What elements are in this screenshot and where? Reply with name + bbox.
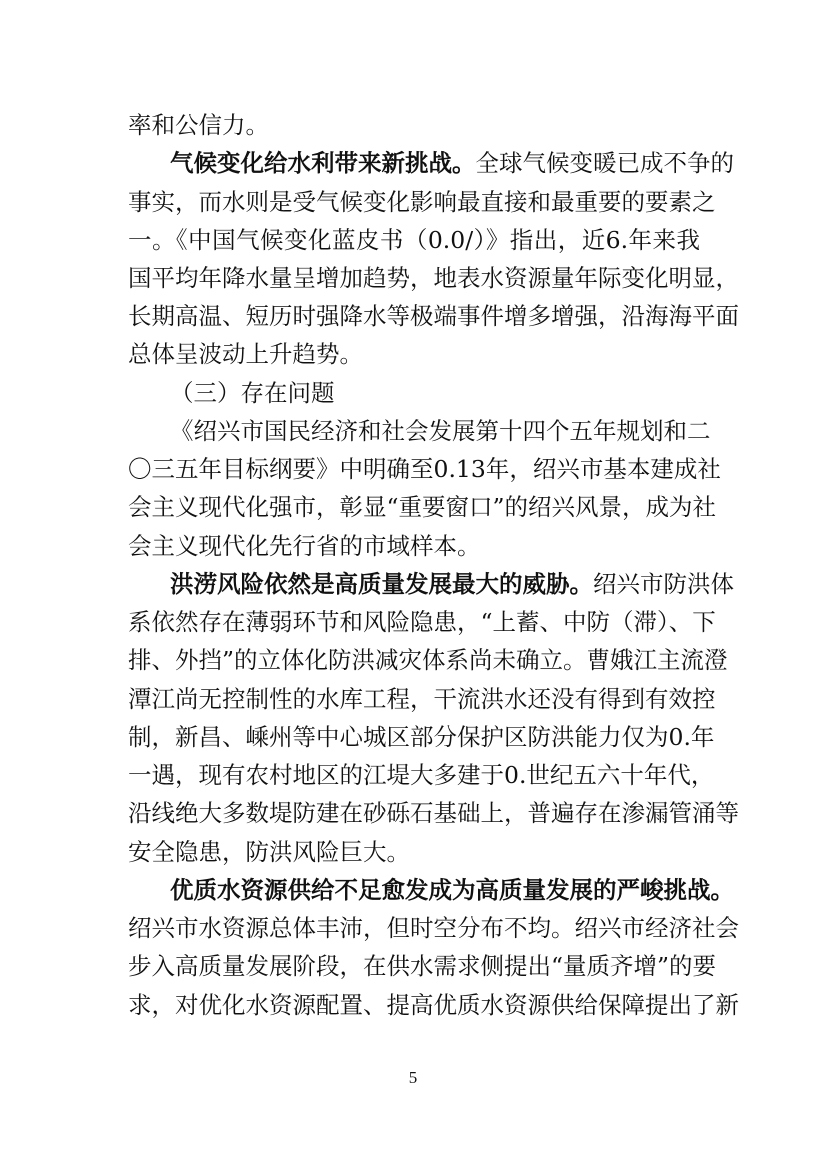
text-line-4: 一。《中国气候变化蓝皮书（0.0/）》指出，近6.年来我 — [128, 226, 700, 254]
text-line-24: 求，对优化水资源配置、提高优质水资源供给保障提出了新 — [128, 991, 739, 1019]
text-line-20: 安全隐患，防洪风险巨大。 — [128, 838, 410, 866]
text-line-5: 国平均年降水量呈增加趋势，地表水资源量年际变化明显， — [128, 264, 739, 292]
text-line-13: 洪涝风险依然是高质量发展最大的威胁。绍兴市防洪体 — [170, 570, 734, 598]
text-line-15: 排、外挡”的立体化防洪减灾体系尚未确立。曹娥江主流澄 — [128, 646, 728, 674]
text-line-9: 《绍兴市国民经济和社会发展第十四个五年规划和二 — [170, 417, 711, 445]
text-line-14: 系依然存在薄弱环节和风险隐患，“上蓄、中防（滞）、下 — [128, 608, 716, 636]
bold-heading-water-supply: 优质水资源供给不足愈发成为高质量发展的严峻挑战。 — [170, 876, 734, 904]
text-line-19: 沿线绝大多数堤防建在砂砾石基础上，普遍存在渗漏管涌等 — [128, 799, 739, 827]
text-line-12: 会主义现代化先行省的市域样本。 — [128, 532, 481, 560]
text-line-3: 事实，而水则是受气候变化影响最直接和最重要的要素之 — [128, 188, 716, 216]
page-number: 5 — [408, 1068, 418, 1087]
text-line-23: 步入高质量发展阶段，在供水需求侧提出“量质齐增”的要 — [128, 952, 717, 980]
text-line-17: 制，新昌、嵊州等中心城区部分保护区防洪能力仅为0.年 — [128, 723, 715, 751]
text-line-16: 潭江尚无控制性的水库工程，干流洪水还没有得到有效控 — [128, 685, 716, 713]
text-line-22: 绍兴市水资源总体丰沛，但时空分布不均。绍兴市经济社会 — [128, 914, 739, 942]
section-heading: （三）存在问题 — [170, 379, 335, 407]
bold-heading-climate: 气候变化给水利带来新挑战。 — [170, 149, 476, 177]
text-line-18: 一遇，现有农村地区的江堤大多建于0.世纪五六十年代， — [128, 761, 715, 789]
text-line-6: 长期高温、短历时强降水等极端事件增多增强，沿海海平面 — [128, 302, 739, 330]
text-line-10: 〇三五年目标纲要》中明确至0.13年，绍兴市基本建成社 — [128, 455, 721, 483]
text-line-11: 会主义现代化强市，彰显“重要窗口”的绍兴风景，成为社 — [128, 493, 717, 521]
text-line-21 — [170, 871, 734, 909]
text-line-7: 总体呈波动上升趋势。 — [128, 340, 363, 368]
bold-heading-flood: 洪涝风险依然是高质量发展最大的威胁。 — [170, 570, 593, 598]
text-line-1: 率和公信力。 — [128, 111, 269, 139]
text-line-2: 气候变化给水利带来新挑战。全球气候变暖已成不争的 — [170, 149, 734, 177]
